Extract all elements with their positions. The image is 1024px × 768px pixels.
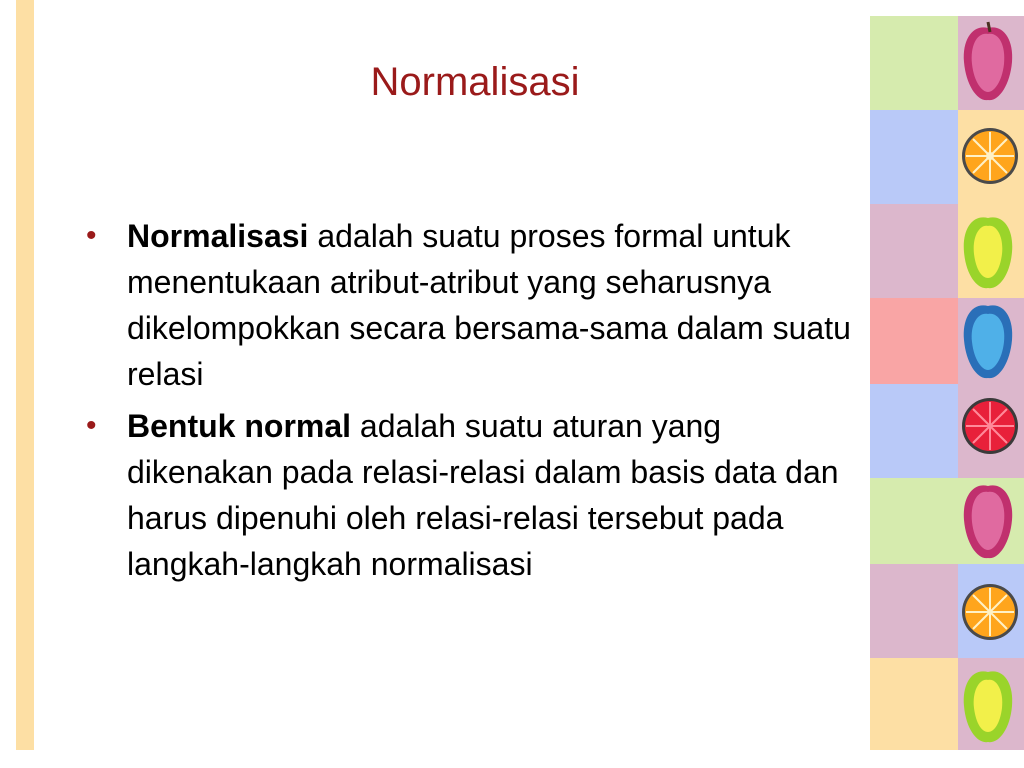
apple-icon	[958, 478, 1018, 564]
tile-green	[870, 478, 958, 564]
bullet-icon: •	[86, 409, 97, 442]
tile-blue	[870, 110, 958, 204]
orange-slice-icon	[958, 116, 1018, 202]
bullet-item	[86, 213, 856, 397]
left-accent-bar	[16, 0, 34, 750]
tile-green	[870, 16, 958, 110]
bullet-term: Normalisasi	[127, 218, 309, 254]
blue-apple-icon	[958, 298, 1018, 384]
bullet-text: adalah suatu aturan yang dikenakan pada relasi-relasi dalam basis data dan harus dipenuhi oleh relasi-relasi tersebut pada langkah-langkah normalisasi	[127, 408, 839, 582]
green-apple-icon	[958, 662, 1018, 748]
tile-pink	[870, 298, 958, 384]
apple-icon	[958, 20, 1018, 106]
slide-body	[86, 213, 856, 593]
bullet-item	[86, 403, 856, 587]
green-apple-icon	[958, 208, 1018, 294]
bullet-text: adalah suatu proses formal untuk menentukaan atribut-atribut yang seharusnya dikelompokkan secara bersama-sama dalam suatu relasi	[127, 218, 851, 392]
tile-blue	[870, 384, 958, 478]
bullet-icon: •	[86, 219, 97, 252]
bullet-term: Bentuk normal	[127, 408, 352, 444]
tile-peach	[870, 658, 958, 750]
tile-mauve	[870, 564, 958, 658]
orange-slice-icon	[958, 572, 1018, 658]
red-grapefruit-icon	[958, 386, 1018, 472]
slide-title: Normalisasi	[370, 60, 580, 104]
tile-mauve	[870, 204, 958, 298]
